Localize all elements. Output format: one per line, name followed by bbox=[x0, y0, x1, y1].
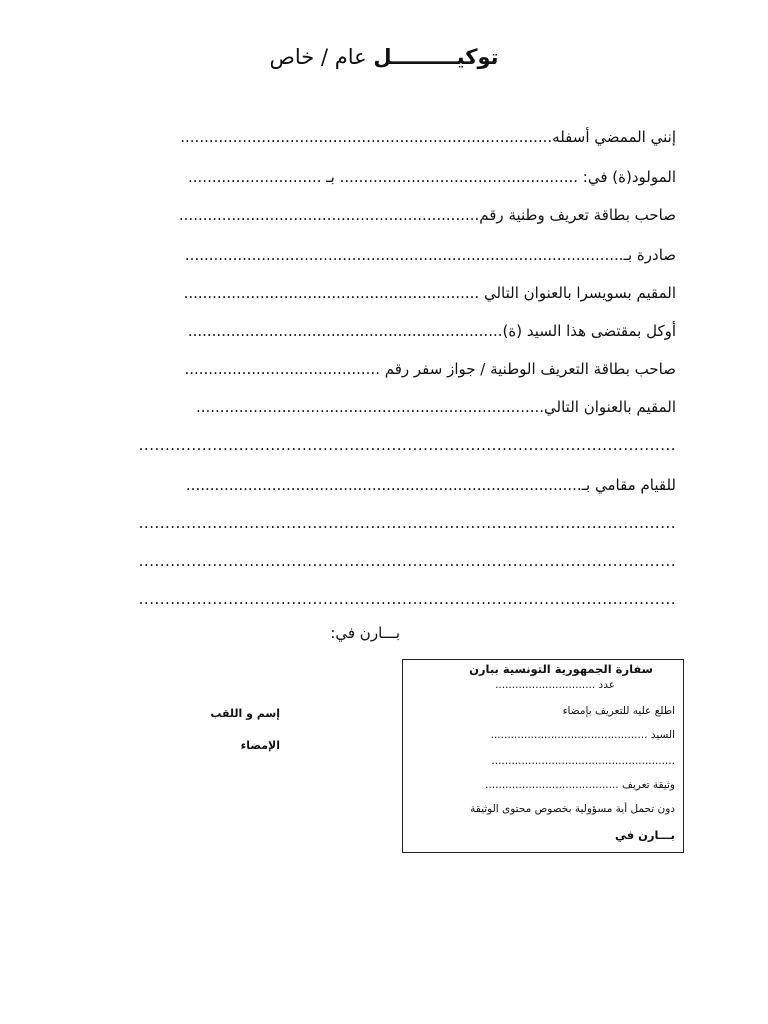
embassy-notice: اطلع عليه للتعريف بإمضاء bbox=[562, 705, 675, 717]
embassy-mister-field: السيد ............................................... bbox=[490, 729, 675, 741]
embassy-title: سفارة الجمهورية التونسية ببارن bbox=[469, 662, 653, 676]
title-type: عام / خاص bbox=[269, 45, 367, 69]
agent-address-continuation-line[interactable]: ...................................................................................................... bbox=[138, 436, 676, 454]
undersigned-line[interactable]: إنني الممضي أسفله.............................................................................. bbox=[180, 128, 676, 146]
mandate-line[interactable]: للقيام مقامي بـ................................................................................... bbox=[185, 476, 676, 494]
embassy-blank-field: ....................................................... bbox=[491, 755, 675, 767]
agent-address-line[interactable]: المقيم بالعنوان التالي......................................................................... bbox=[195, 398, 676, 416]
place-date-label: بـــارن في: bbox=[330, 624, 400, 642]
title-main: توكيـــــــــل bbox=[373, 45, 499, 69]
mandate-continuation-line-1[interactable]: ...................................................................................................... bbox=[138, 514, 676, 532]
embassy-place: بـــارن في bbox=[614, 828, 675, 842]
embassy-id-document-field: وثيقة تعريف ........................................ bbox=[485, 779, 675, 791]
embassy-number-field: عدد .............................. bbox=[495, 679, 615, 691]
issued-at-line[interactable]: صادرة بـ............................................................................................ bbox=[184, 246, 676, 264]
national-id-line[interactable]: صاحب بطاقة تعريف وطنية رقم............................................................... bbox=[178, 206, 676, 224]
mandate-continuation-line-3[interactable]: ...................................................................................................... bbox=[138, 590, 676, 608]
agent-name-line[interactable]: أوكل بمقتضى هذا السيد (ة).................................................................. bbox=[187, 322, 676, 340]
document-title bbox=[0, 42, 768, 72]
mandate-continuation-line-2[interactable]: ...................................................................................................... bbox=[138, 552, 676, 570]
birth-line[interactable]: المولود(ة) في: .................................................. بـ ............................ bbox=[188, 168, 676, 186]
embassy-legalization-box bbox=[402, 659, 684, 853]
swiss-address-line[interactable]: المقيم بسويسرا بالعنوان التالي .............................................................. bbox=[183, 284, 676, 302]
signature-label: الإمضاء bbox=[240, 739, 280, 752]
embassy-disclaimer: دون تحمل أية مسؤولية بخصوص محتوى الوثيقة bbox=[470, 803, 675, 815]
name-surname-label: إسم و اللقب bbox=[210, 707, 280, 720]
agent-id-line[interactable]: صاحب بطاقة التعريف الوطنية / جواز سفر رقم ......................................... bbox=[184, 360, 676, 378]
